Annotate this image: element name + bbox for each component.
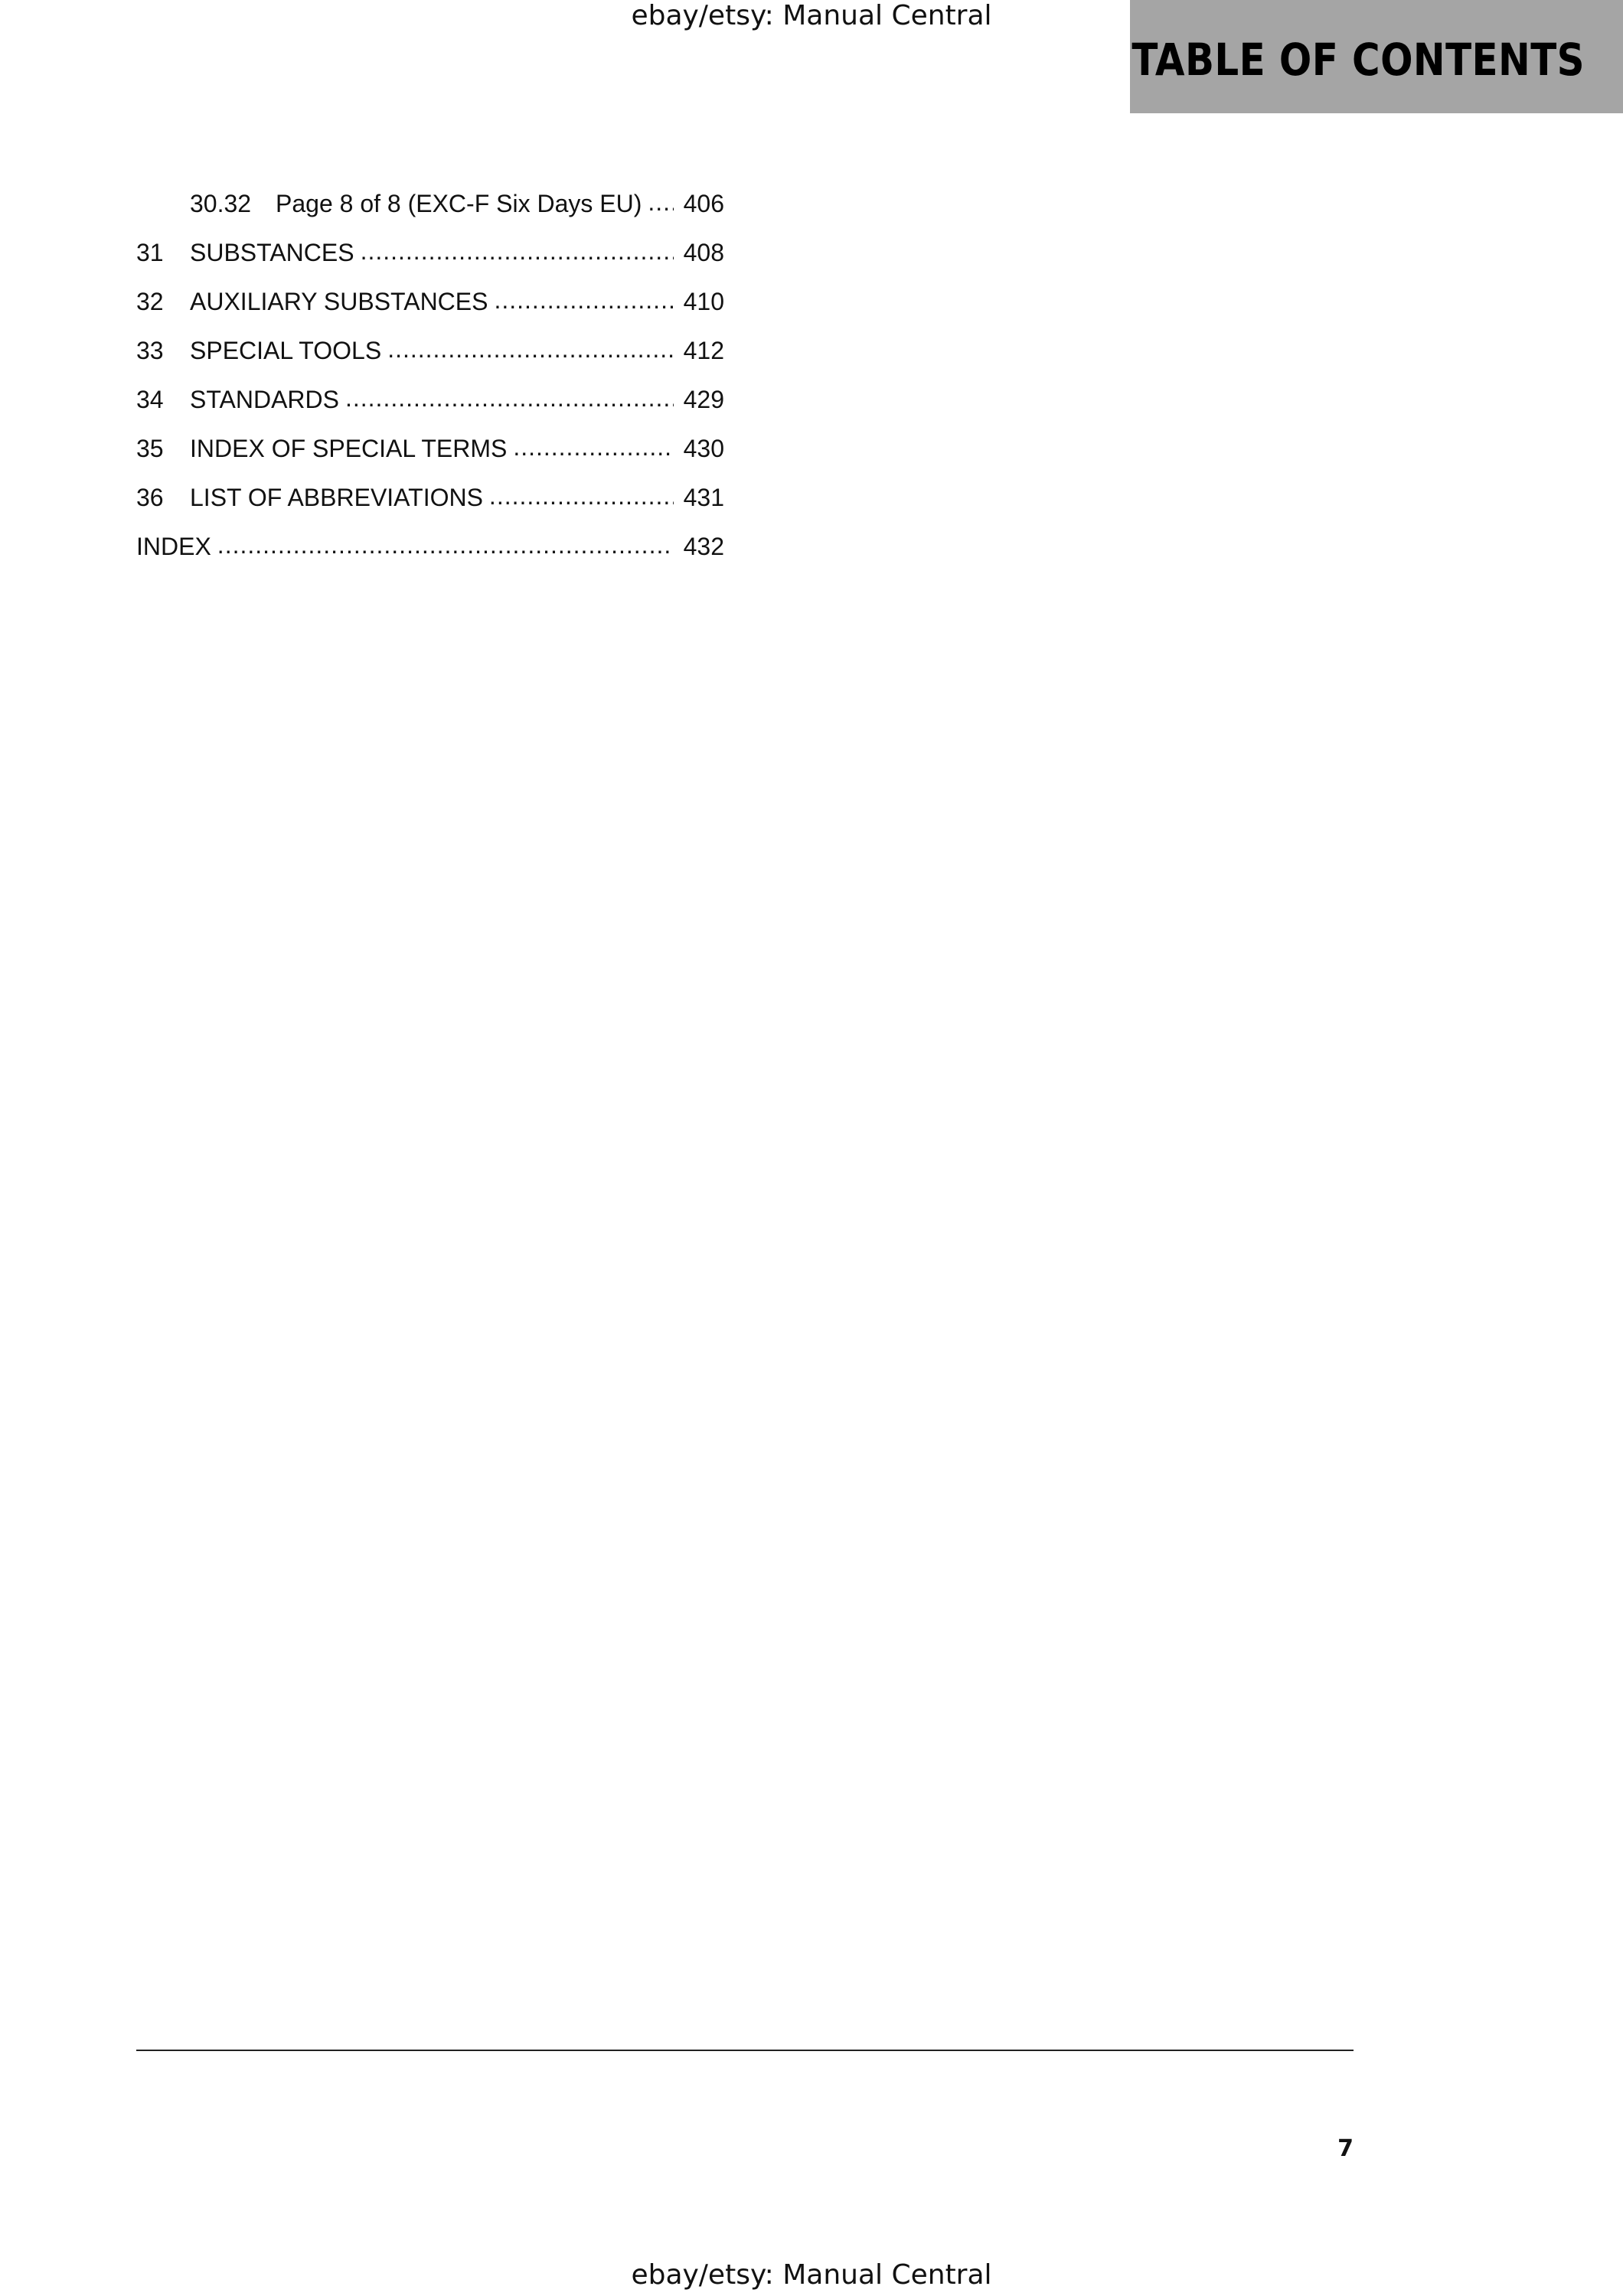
toc-leader-dots bbox=[489, 476, 674, 516]
toc-entry[interactable] bbox=[136, 527, 724, 576]
section-tab-title: TABLE OF CONTENTS bbox=[1132, 34, 1585, 86]
toc-entry[interactable] bbox=[136, 282, 724, 331]
toc-entry-page: 430 bbox=[683, 435, 724, 462]
toc-entry-page: 432 bbox=[683, 533, 724, 560]
footer-divider bbox=[136, 2050, 1354, 2051]
toc-entry-title: INDEX bbox=[136, 533, 211, 560]
toc-entry-page: 431 bbox=[683, 484, 724, 511]
toc-entry-page: 408 bbox=[683, 239, 724, 266]
toc-entry-number: 31 bbox=[136, 239, 164, 266]
toc-entry-number: 36 bbox=[136, 484, 164, 511]
toc-entry-title: Page 8 of 8 (EXC-F Six Days EU) bbox=[276, 190, 642, 217]
toc-entry[interactable] bbox=[136, 380, 724, 429]
toc-entry[interactable] bbox=[136, 429, 724, 478]
toc-entry-page: 429 bbox=[683, 386, 724, 413]
toc-entry-number: 33 bbox=[136, 337, 164, 364]
toc-entry[interactable] bbox=[136, 233, 724, 282]
table-of-contents bbox=[136, 184, 724, 576]
toc-entry-page: 406 bbox=[683, 190, 724, 217]
toc-entry-title: LIST OF ABBREVIATIONS bbox=[190, 484, 483, 511]
toc-entry-title: SUBSTANCES bbox=[190, 239, 354, 266]
toc-leader-dots bbox=[387, 329, 674, 369]
toc-entry-title: AUXILIARY SUBSTANCES bbox=[190, 288, 488, 315]
watermark-top: ebay/etsy: Manual Central bbox=[631, 0, 992, 31]
toc-entry-title: INDEX OF SPECIAL TERMS bbox=[190, 435, 508, 462]
section-tab bbox=[1130, 0, 1623, 113]
toc-entry-number: 35 bbox=[136, 435, 164, 462]
toc-leader-dots bbox=[648, 182, 674, 222]
toc-entry-number: 32 bbox=[136, 288, 164, 315]
toc-entry-title: STANDARDS bbox=[190, 386, 339, 413]
toc-entry-title: SPECIAL TOOLS bbox=[190, 337, 382, 364]
toc-entry-page: 412 bbox=[683, 337, 724, 364]
watermark-bottom: ebay/etsy: Manual Central bbox=[631, 2259, 992, 2291]
toc-entry[interactable] bbox=[136, 331, 724, 380]
toc-leader-dots bbox=[345, 378, 674, 418]
toc-leader-dots bbox=[217, 525, 674, 565]
page-number: 7 bbox=[1337, 2135, 1354, 2162]
toc-leader-dots bbox=[513, 427, 674, 467]
toc-entry[interactable] bbox=[136, 184, 724, 233]
toc-entry[interactable] bbox=[136, 478, 724, 527]
toc-leader-dots bbox=[494, 280, 674, 320]
toc-entry-page: 410 bbox=[683, 288, 724, 315]
toc-entry-number: 34 bbox=[136, 386, 164, 413]
toc-leader-dots bbox=[361, 231, 674, 271]
toc-entry-number: 30.32 bbox=[190, 190, 252, 217]
